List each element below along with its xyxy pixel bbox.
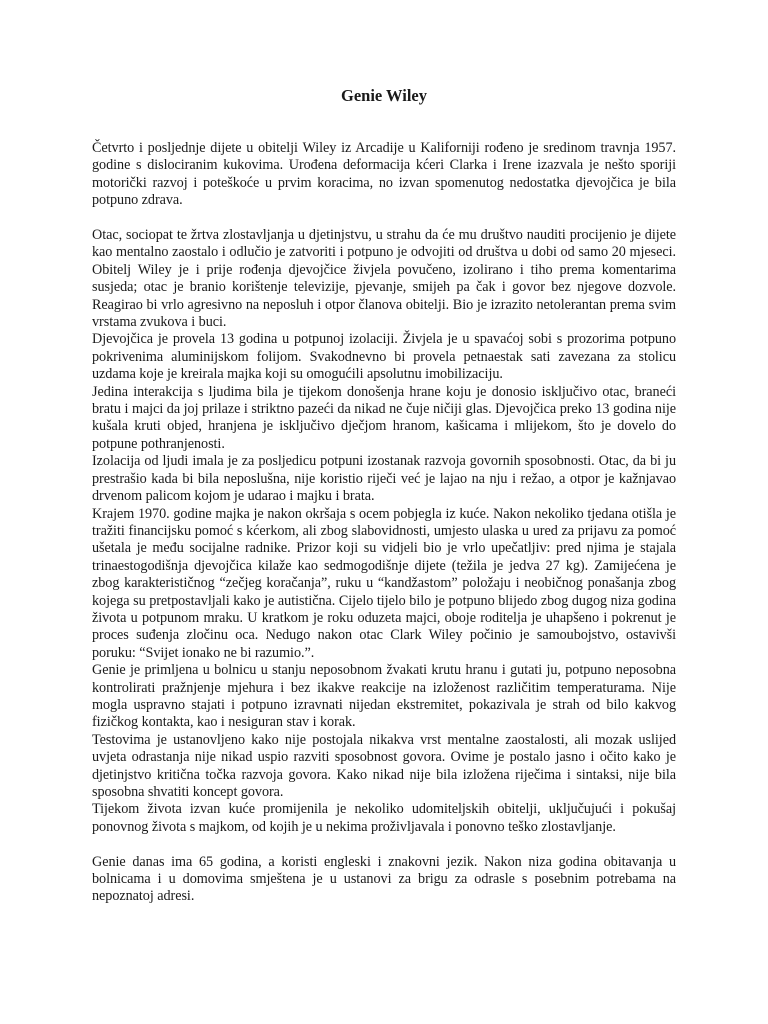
paragraph-father: Otac, sociopat te žrtva zlostavljanja u djetinjstvu, u strahu da će mu društvo nauditi procijenio je dijete kao mentalno zaostalo i odlučio je zatvoriti i potpuno je odvojiti od društva u dobi od samo 20 mjeseci. Obitelj Wiley je i prije rođenja djevojčice živjela povučeno, izolirano i tiho prema komentarima susjeda; otac je branio korištenje televizije, pjevanje, smijeh pa čak i govor bez njegove dozvole. Reagirao bi vrlo agresivno na neposluh i otpor članova obitelji. Bio je izrazito netolerantan prema svim vrstama zvukova i buci. — [92, 227, 676, 331]
document-title: Genie Wiley — [340, 86, 427, 105]
paragraph-escape: Krajem 1970. godine majka je nakon okršaja s ocem pobjegla iz kuće. Nakon nekoliko tjedana otišla je tražiti financijsku pomoć s kćerkom, ali zbog slabovidnosti, umjesto ulaska u ured za prijavu za pomoć ušetala je među socijalne radnike. Prizor koji su vidjeli bio je vrlo upečatljiv: pred njima je stajala trinaestogodišnja djevojčica kilaže kao sedmogodišnje dijete (težila je jedva 27 kg). Zamijećena je zbog karakterističnog “zečjeg koračanja”, ruku u “kandžastom” položaju i neobičnog ponašanja zbog kojega su pretpostavljali kako je autistična. Cijelo tijelo bilo je potpuno blijedo zbog dugog niza godina života u potpunom mraku. U kratkom je roku oduzeta majci, oboje roditelja je uhapšeno i pokrenut je proces suđenja zločinu oca. Nedugo nakon otac Clark Wiley počinio je samoubojstvo, ostavivši poruku: “Svijet ionako ne bi razumio.”. — [92, 505, 676, 661]
paragraph-birth: Četvrto i posljednje dijete u obitelji Wiley iz Arcadije u Kaliforniji rođeno je sredinom travnja 1957. godine s dislociranim kukovima. Urođena deformacija kćeri Clarka i Irene izazvala je nešto sporiji motorički razvoj i poteškoće u prvim koracima, no izvan spomenutog nedostatka djevojčica je bila potpuno zdrava. — [92, 140, 676, 209]
paragraph-today: Genie danas ima 65 godina, a koristi engleski i znakovni jezik. Nakon niza godina obitavanja u bolnicama i u domovima smještena je u ustanovi za brigu za odrasle s posebnim potrebama na nepoznatoj adresi. — [92, 853, 676, 905]
paragraph-tests: Testovima je ustanovljeno kako nije postojala nikakva vrst mentalne zaostalosti, ali mozak uslijed uvjeta odrastanja nije nikad uspio razviti sposobnost govora. Ovime je postalo jasno i očito kako je djetinjstvo kritična točka razvoja govora. Kako nikad nije bila izložena riječima i sintaksi, nije bila sposobna shvatiti koncept govora. — [92, 731, 676, 801]
paragraph-hospital: Genie je primljena u bolnicu u stanju neposobnom žvakati krutu hranu i gutati ju, potpuno neposobna kontrolirati pražnjenje mjehura i bez ikakve reakcije na izloženost različitim temperaturama. Nije mogla uspravno stajati i potpuno izravnati nijedan ekstremitet, pokazivala je strah od bilo kakvog fizičkog kontakta, kao i nesiguran stav i korak. — [92, 662, 676, 731]
paragraph-isolation: Djevojčica je provela 13 godina u potpunoj izolaciji. Živjela je u spavaćoj sobi s prozorima potpuno pokrivenima aluminijskom folijom. Svakodnevno bi provela petnaestak sati zavezana za stolicu uzdama koje je kreirala majka koji su omogućili apsolutnu imobilizaciju. — [92, 331, 676, 383]
paragraph-speech: Izolacija od ljudi imala je za posljedicu potpuni izostanak razvoja govornih sposobnosti. Otac, da bi ju prestrašio kada bi bila neposlušna, nije koristio riječi već je lajao na nju i režao, a otpor je kažnjavao drvenom palicom kojom je udarao i majku i brata. — [92, 453, 676, 505]
paragraph-interaction: Jedina interakcija s ljudima bila je tijekom donošenja hrane koju je donosio isključivo otac, braneći bratu i majci da joj prilaze i striktno pazeći da nikad ne čuje ničiji glas. Djevojčica preko 13 godina nije kušala kruti objed, hranjena je isključivo dječjom hranom, kašicama i mlijekom, što je dovelo do potpune pothranjenosti. — [92, 383, 676, 452]
paragraph-foster: Tijekom života izvan kuće promijenila je nekoliko udomiteljskih obitelji, uključujući i pokušaj ponovnog života s majkom, od kojih je u nekima proživljavala i ponovno teško zlostavljanje. — [92, 801, 676, 835]
